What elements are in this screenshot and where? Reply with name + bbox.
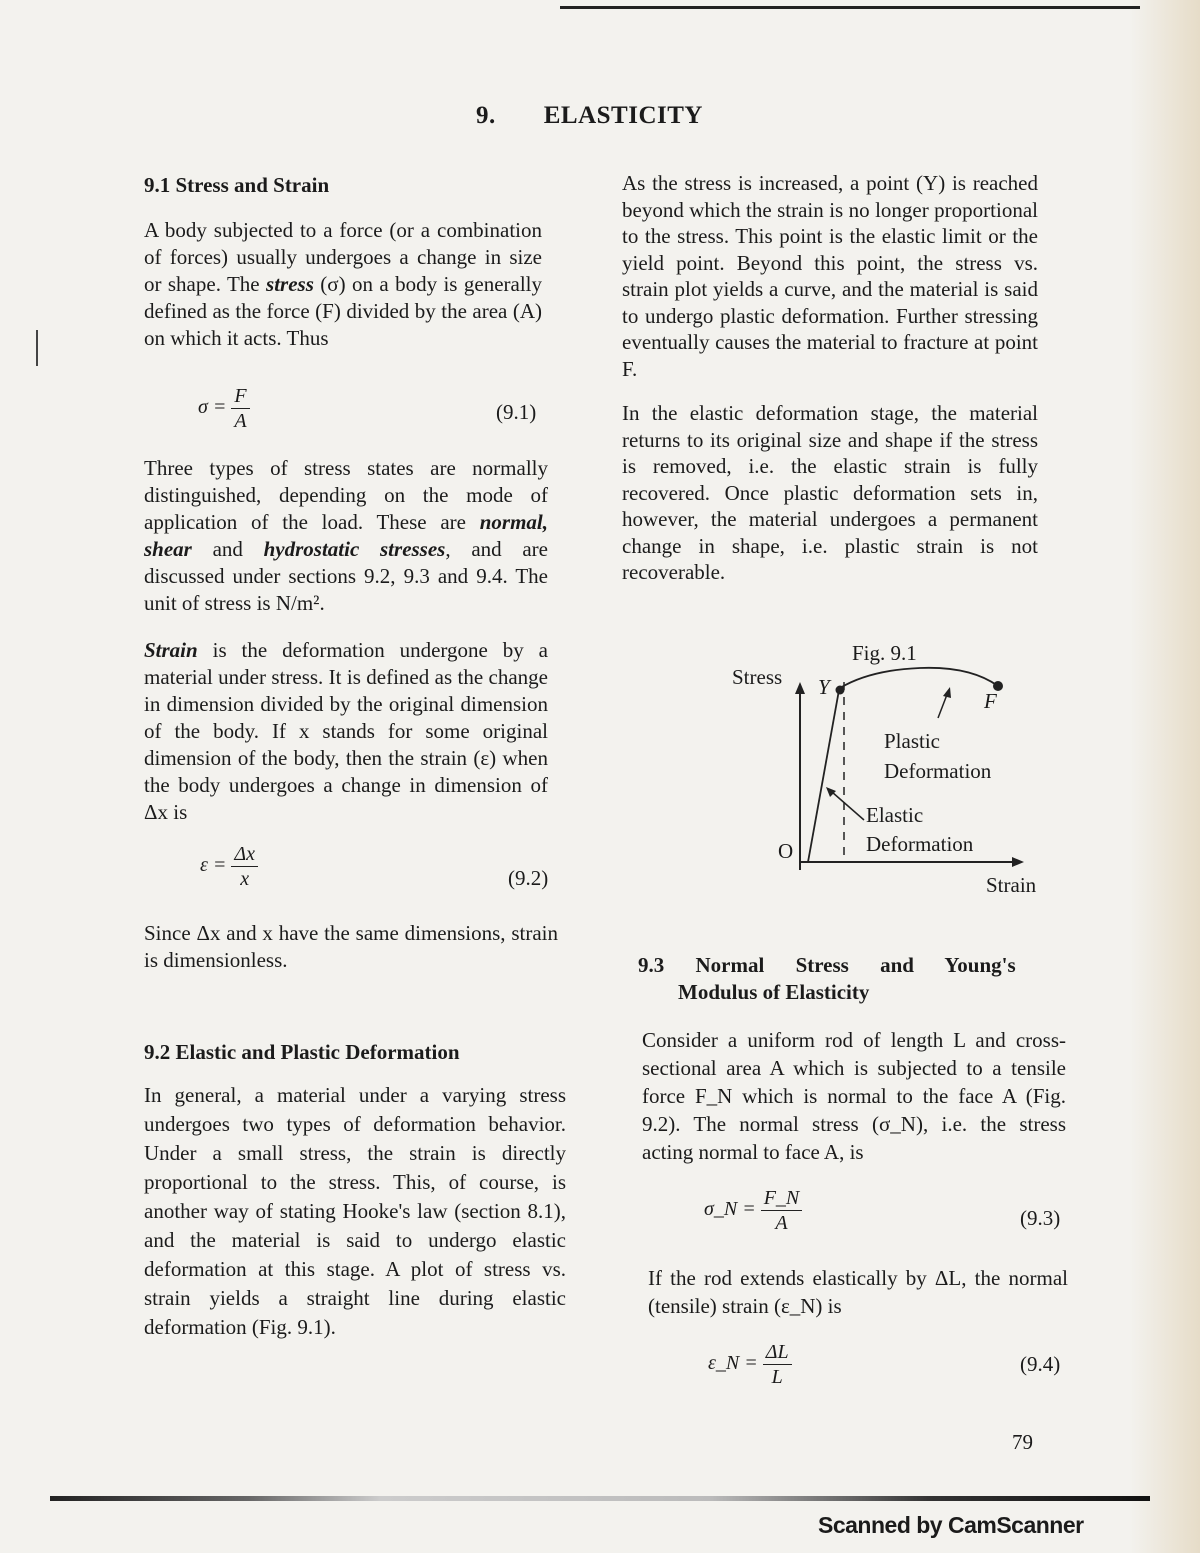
section-9-1-middle	[144, 455, 548, 826]
chapter-number: 9.	[476, 102, 496, 129]
figure-9-1	[720, 636, 1060, 906]
paragraph: Since Δx and x have the same dimensions, strain is dimensionless.	[144, 921, 558, 972]
x-axis-arrow	[1012, 857, 1024, 867]
origin-label: O	[778, 839, 794, 863]
elastic-label-2: Deformation	[866, 832, 974, 856]
page-number: 79	[1012, 1430, 1033, 1454]
top-rule	[560, 6, 1140, 9]
x-axis-label: Strain	[986, 873, 1037, 897]
paragraph: In the elastic deformation stage, the material returns to its original size and shape if the stress is removed, i.e. the elastic strain is fully recovered. Once plastic deformation sets in, however, the material undergoes a permanent change in shape, i.e. plastic strain is not recoverable.	[622, 401, 1038, 584]
paragraph: As the stress is increased, a point (Y) is reached beyond which the strain is no longer proportional to the stress. This point is the elastic limit or the yield point. Beyond this point, the stress vs. strain plot yields a curve, and the material is said to undergo plastic deformation. Further stressing eventually causes the material to fracture at point F.	[622, 171, 1038, 381]
paragraph: Consider a uniform rod of length L and cross-sectional area A which is subjected to a tensile force F_N which is normal to the face A (Fig. 9.2). The normal stress (σ_N), i.e. the stress acting normal to face A, is	[642, 1028, 1066, 1164]
equation-9-4: ε_N = $\frac{\Delta L}{L}$	[708, 1340, 792, 1389]
plastic-curve	[840, 668, 998, 688]
scanner-watermark: Scanned by CamScanner	[818, 1512, 1084, 1538]
y-axis-arrow	[795, 682, 805, 694]
elastic-line	[808, 690, 839, 862]
elastic-label-1: Elastic	[866, 803, 924, 827]
bottom-rule	[50, 1496, 1150, 1501]
section-9-3-body	[642, 1026, 1066, 1166]
yield-point	[836, 686, 845, 695]
y-axis-label: Stress	[732, 665, 783, 689]
right-column-top	[622, 170, 1038, 586]
figure-caption: Fig. 9.1	[852, 641, 917, 665]
chapter-name: ELASTICITY	[543, 102, 703, 129]
margin-mark	[36, 330, 38, 366]
paragraph: If the rod extends elastically by ΔL, the normal (tensile) strain (ε_N) is	[648, 1266, 1068, 1318]
section-9-1-end	[144, 920, 558, 974]
plastic-label-1: Plastic	[884, 729, 940, 753]
section-heading-9-3: 9.3 Normal Stress and Young's	[638, 953, 1016, 977]
equation-number: (9.1)	[496, 400, 537, 424]
chapter-title	[476, 102, 703, 130]
section-9-3-heading	[638, 952, 1062, 1006]
elastic-pointer	[832, 792, 864, 820]
section-9-3-body-2	[648, 1264, 1068, 1320]
yield-label: Y	[818, 675, 830, 699]
section-heading-9-2: 9.2 Elastic and Plastic Deformation	[144, 1040, 460, 1064]
plastic-label-2: Deformation	[884, 759, 992, 783]
paragraph: Three types of stress states are normally distinguished, depending on the mode of application of the load. These are normal, shear and hydrostatic stresses, and are discussed under sections 9.2, 9.3 and 9.4. The unit of stress is N/m².	[144, 456, 548, 615]
section-heading-9-1: 9.1 Stress and Strain	[144, 173, 330, 197]
paragraph: In general, a material under a varying stress undergoes two types of deformation behavior. Under a small stress, the strain is directly proportional to the stress. This, of course, is another way of stating Hooke's law (section 8.1), and the material is said to undergo elastic deformation at this stage. A plot of stress vs. strain yields a straight line during elastic deformation (Fig. 9.1).	[144, 1083, 566, 1339]
section-9-2	[144, 1038, 566, 1342]
paragraph: Strain is the deformation undergone by a material under stress. It is defined as the change in dimension divided by the original dimension of the body. If x stands for some original dimension of the body, then the strain (ε) when the body undergoes a change in dimension of Δx is	[144, 638, 548, 824]
equation-9-2: ε = $\frac{\Delta x}{x}$	[200, 842, 258, 891]
section-9-1-top	[144, 172, 542, 352]
paragraph: A body subjected to a force (or a combination of forces) usually undergoes a change in size or shape. The stress (σ) on a body is generally defined as the force (F) divided by the area (A) on which it acts. Thus	[144, 218, 542, 350]
equation-number: (9.3)	[1020, 1206, 1061, 1230]
equation-9-3: σ_N = $\frac{F\_N}{A}$	[704, 1186, 802, 1235]
equation-9-1: σ = $\frac{F}{A}$	[198, 384, 250, 433]
section-heading-9-3-line2: Modulus of Elasticity	[678, 980, 870, 1004]
page-edge-shade	[1130, 0, 1200, 1553]
equation-number: (9.2)	[508, 866, 549, 890]
fracture-label: F	[984, 689, 997, 713]
equation-number: (9.4)	[1020, 1352, 1061, 1376]
